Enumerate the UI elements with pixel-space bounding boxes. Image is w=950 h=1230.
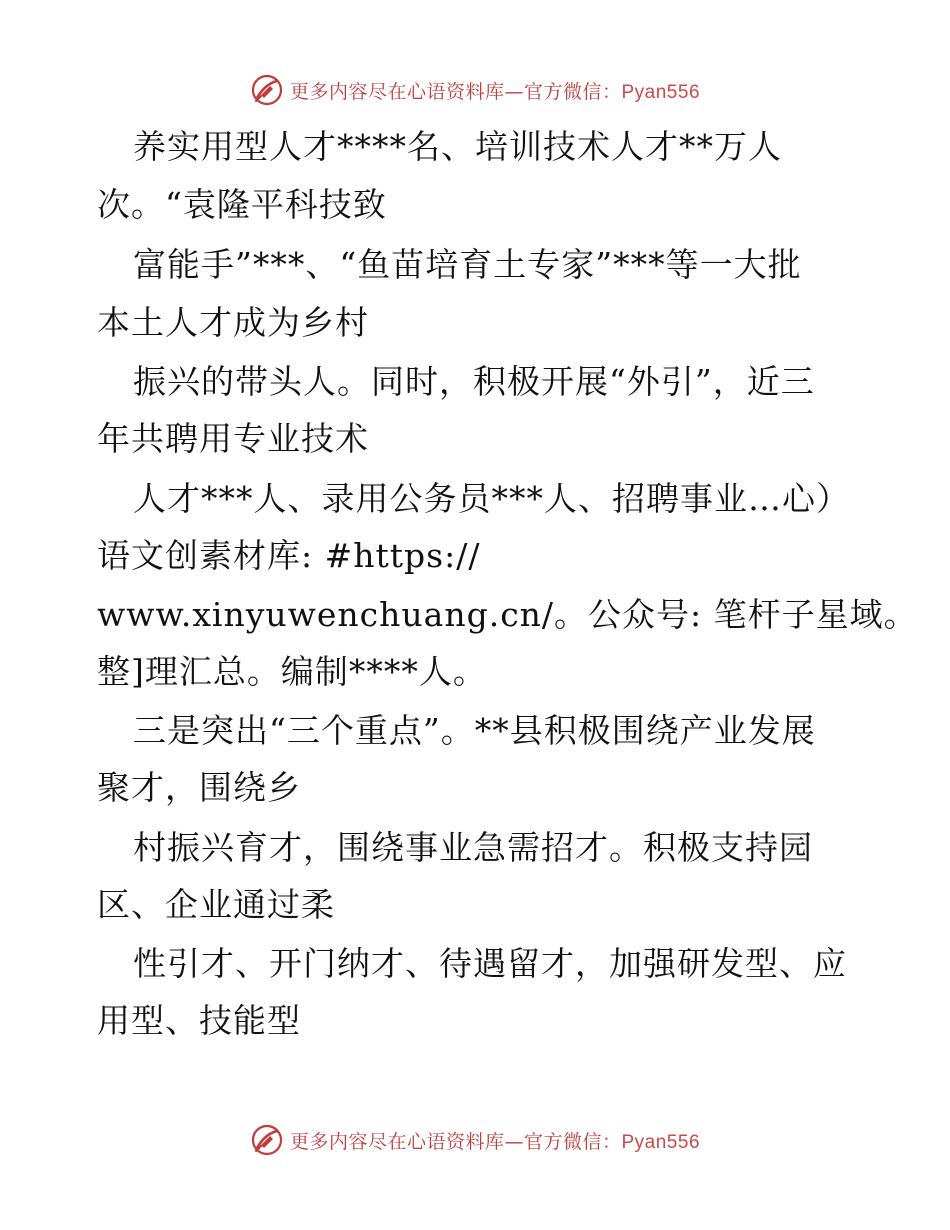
header-banner-inner: [250, 73, 700, 107]
body-line: 用型、技能型: [97, 1001, 301, 1040]
banner-title: 更多内容尽在心语资料库: [289, 80, 505, 103]
body-line: 三是突出“三个重点”。**县积极围绕产业发展: [133, 711, 816, 750]
header-banner: [0, 70, 950, 110]
banner-separator: —: [504, 80, 524, 103]
body-line: 人才***人、录用公务员***人、招聘事业…心）: [133, 479, 850, 518]
body-line: 振兴的带头人。同时，积极开展“外引”，近三: [133, 362, 815, 401]
wechat-id: Pyan556: [621, 81, 701, 103]
body-line: 富能手”***、“鱼苗培育土专家”***等一大批: [133, 245, 802, 284]
banner-title: 更多内容尽在心语资料库: [289, 1130, 505, 1153]
banner-separator: —: [504, 1130, 524, 1153]
pen-circle-logo-icon: [250, 73, 284, 107]
body-line: 区、企业通过柔: [97, 885, 335, 924]
body-line: 性引才、开门纳才、待遇留才，加强研发型、应: [133, 944, 847, 983]
banner-text: [290, 77, 700, 104]
body-line: 语文创素材库: #https://: [97, 536, 481, 575]
body-line: www.xinyuwenchuang.cn/。公众号: 笔杆子星域。: [97, 595, 918, 634]
body-line: 年共聘用专业技术: [97, 419, 369, 458]
body-line: 村振兴育才，围绕事业急需招才。积极支持园: [133, 828, 813, 867]
body-line: 养实用型人才****名、培训技术人才**万人: [133, 127, 782, 166]
footer-banner-inner: [250, 1123, 700, 1157]
banner-text: [290, 1127, 700, 1154]
pen-circle-logo-icon: [250, 1123, 284, 1157]
wechat-id: Pyan556: [621, 1131, 701, 1153]
body-line: 次。“袁隆平科技致: [97, 185, 387, 224]
body-line: 整]理汇总。编制****人。: [97, 652, 487, 691]
wechat-label: 官方微信：: [523, 80, 622, 103]
body-line: 聚才，围绕乡: [97, 768, 301, 807]
footer-banner: [0, 1120, 950, 1160]
body-line: 本土人才成为乡村: [97, 303, 369, 342]
wechat-label: 官方微信：: [523, 1130, 622, 1153]
